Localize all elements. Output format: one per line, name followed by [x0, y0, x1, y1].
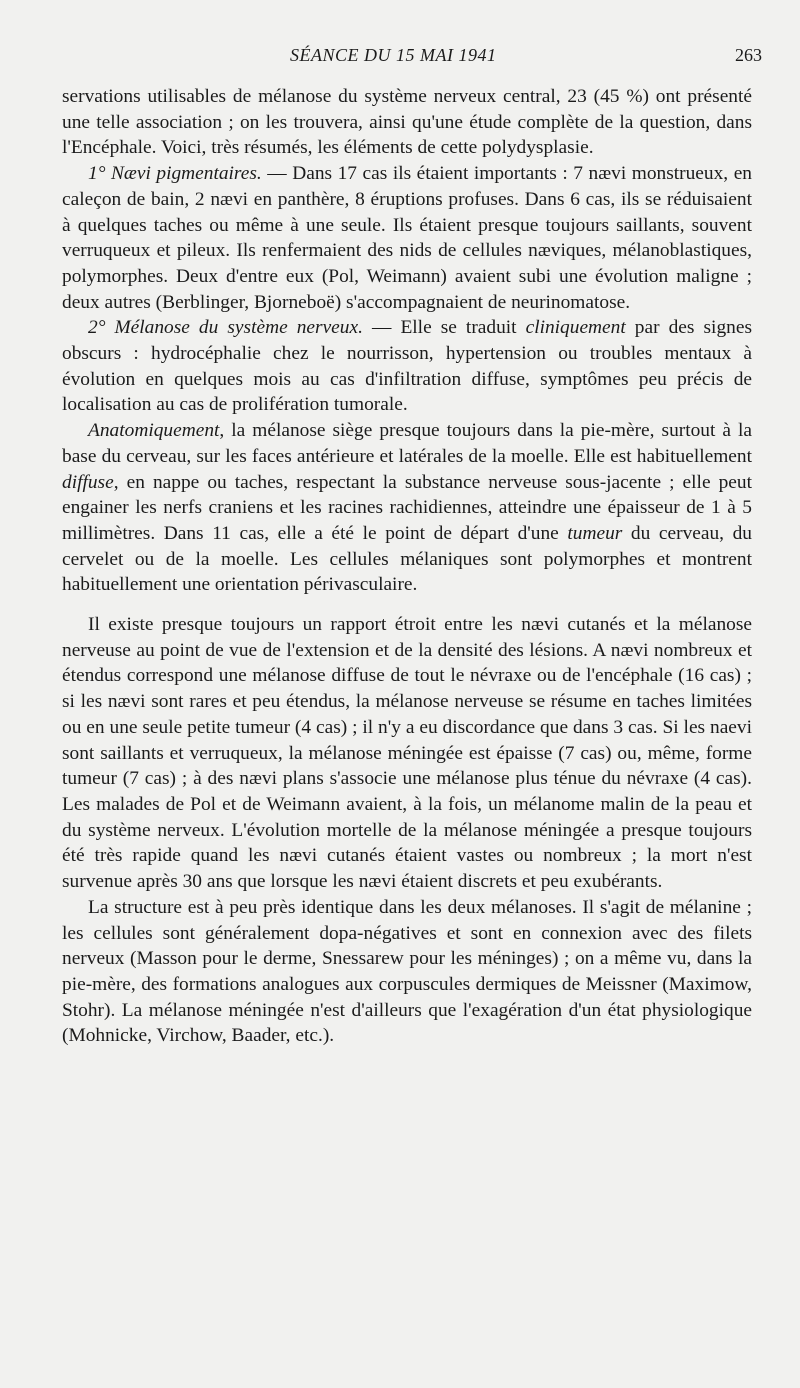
paragraph-intro: servations utilisables de mélanose du système nerveux central, 23 (45 %) ont présenté une telle association ; on les trouvera, ainsi qu'une étude complète de la question, dans l'Encéphale. Voici, très résumés, les éléments de cette polydysplasie.: [62, 86, 752, 159]
section-label-melanose: 2° Mélanose du système nerveux.: [88, 317, 363, 339]
body-text: [62, 84, 752, 1049]
paragraph-anatomie: Anatomiquement, la mélanose siège presque toujours dans la pie-mère, surtout à la base du cerveau, sur les faces antérieure et latérales de la moelle. Elle est habituellement diffuse, en nappe ou taches, respectant la substance nerveuse sous-jacente ; elle peut engainer les nerfs craniens et les racines rachidiennes, atteindre une épaisseur de 1 à 5 millimètres. Dans 11 cas, elle a été le point de départ d'une tumeur du cerveau, du cervelet ou de la moelle. Les cellules mélaniques sont polymorphes et montrent habituellement une orientation périvasculaire.: [62, 420, 753, 596]
running-title: SÉANCE DU 15 MAI 1941: [290, 45, 497, 65]
paragraph-naevi: 1° Nævi pigmentaires. — Dans 17 cas ils étaient importants : 7 nævi monstrueux, en caleçon de bain, 2 nævi en panthère, 8 éruptions profuses. Dans 6 cas, ils se réduisaient à quelques taches ou même à une seule. Ils étaient presque toujours saillants, souvent verruqueux et pileux. Ils renfermaient des nids de cellules næviques, mélanoblastiques, polymorphes. Deux d'entre eux (Pol, Weimann) avaient subi une évolution maligne ; deux autres (Berblinger, Bjorneboë) s'accompagnaient de neurinomatose.: [62, 163, 752, 313]
paragraph-melanose: 2° Mélanose du système nerveux. — Elle se traduit cliniquement par des signes obscurs : hydrocéphalie chez le nourrisson, hypertension ou troubles mentaux à évolution en quelques mois au cas d'infiltration diffuse, symptômes peu précis de localisation au cas de prolifération tumorale.: [62, 317, 752, 416]
paragraph-rapport: Il existe presque toujours un rapport étroit entre les nævi cutanés et la mélanose nerveuse au point de vue de l'extension et de la densité des lésions. A nævi nombreux et étendus correspond une mélanose diffuse de tout le névraxe ou de l'encéphale (16 cas) ; si les nævi sont rares et peu étendus, la mélanose nerveuse se résume en taches limitées ou en une seule petite tumeur (4 cas) ; il n'y a eu discordance que dans 3 cas. Si les naevi sont saillants et verruqueux, la mélanose méningée est épaisse (7 cas) ou, même, forme tumeur (7 cas) ; à des nævi plans s'associe une mélanose plus ténue du névraxe (4 cas). Les malades de Pol et de Weimann avaient, à la fois, un mélanome malin de la peau et du système nerveux. L'évolution mortelle de la mélanose méningée a presque toujours été très rapide quand les nævi cutanés étaient vastes ou nombreux ; la mort n'est survenue après 30 ans que lorsque les nævi étaient discrets et peu exubérants.: [62, 614, 752, 893]
paragraph-structure: La structure est à peu près identique dans les deux mélanoses. Il s'agit de mélanine ; les cellules sont généralement dopa-négatives et sont en connexion avec des filets nerveux (Masson pour le derme, Snessarew pour les méninges) ; on a même vu, dans la pie-mère, des formations analogues aux corpuscules dermiques de Meissner (Maximow, Stohr). La mélanose méningée n'est d'ailleurs que l'exagération d'un état physiologique (Mohnicke, Virchow, Baader, etc.).: [62, 896, 752, 1047]
page-header: [62, 45, 762, 75]
page-number: 263: [735, 45, 762, 65]
section-label-naevi: 1° Nævi pigmentaires.: [88, 163, 262, 185]
